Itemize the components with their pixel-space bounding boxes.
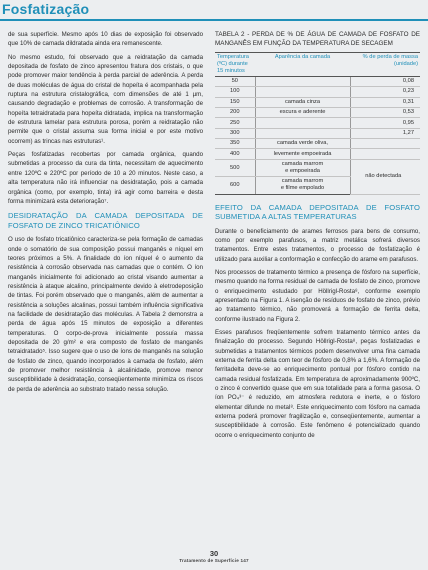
table-cell: 200: [215, 107, 255, 117]
table-cell: 150: [215, 97, 255, 107]
table-cell: 350: [215, 139, 255, 149]
table-cell: camada cinza: [255, 97, 350, 107]
table-cell: 300: [215, 128, 255, 138]
table-header-mass-loss: % de perda de massa (unidade): [350, 52, 420, 76]
table-cell: [255, 118, 350, 128]
table-cell: [255, 128, 350, 138]
paragraph: O uso de fosfato tricatiônico caracteriza-se pela formação de camadas onde o somatório de sua composição possui manganês e níquel em teores próximos a 5%. A finalidade do íon níquel é o aumento da resistência à corrosão observada nas camadas que o contém. O íon manganês inicialmente foi adicionado ao cristal visando aumentar a resistência à ataque alcalino, principalmente devido à eletrodeposição de tintas. Foi porém observado que o manganês, além de aumentar a resistência a soluções alcalinas, possui também influência significativa na facilidade de desidratação das moléculas. A Tabela 2 demonstra a perda de água após 15 minutos de exposição a diferentes temperaturas. O corpo-de-prova inicialmente possuía massa depositada de 20 g/m² e era composto de fosfato de manganês tetraidratado⁵. Isso sugere que o uso de íons de manganês na solução de fosfato de zinco, quando incorporados à camada de fosfato, além de promover melhor resistência à alcalinidade, promove menor susceptibilidade à desidratação, conseqüentemente minimiza os riscos de perda de aderência ao substrato tratado nessa solução.: [8, 236, 203, 393]
section-heading: EFEITO DA CAMADA DEPOSITADA DE FOSFATO SUBMETIDA A ALTAS TEMPERATURAS: [215, 202, 420, 222]
table-row: [215, 159, 420, 176]
table-cell: 600: [215, 177, 255, 194]
table-cell: 100: [215, 87, 255, 97]
publication-name: Tratamento de Superfície 147: [179, 558, 249, 563]
table-header-appearance: Aparência da camada: [255, 52, 350, 76]
left-column: [8, 30, 203, 398]
table-cell: 0,23: [350, 87, 420, 97]
page-number: 30: [209, 549, 219, 558]
table-cell: 250: [215, 118, 255, 128]
table-header-temperature: Temperatura (ºC) durante 15 minutos: [215, 52, 255, 76]
paragraph: Peças fosfatizadas recobertas por camada orgânica, quando submetidas a processo da cura da tinta, necessitam de aquecimento entre 120ºC e 220ºC por período de 10 a 20 minutos. Neste caso, a alta temperatura não irá influenciar na desidratação, pois a camada orgânica (como, por exemplo, tinta) irá agir como barreira e desta forma minimizará esta deterioração⁷.: [8, 151, 203, 205]
table-cell: 0,53: [350, 107, 420, 117]
table-cell: 1,27: [350, 128, 420, 138]
table-cell: [255, 76, 350, 86]
section-title: Fosfatização: [2, 1, 90, 17]
right-column: [215, 30, 420, 444]
table-cell: [350, 139, 420, 149]
table-row: [215, 118, 420, 128]
cell-line: e empoeirada: [285, 168, 320, 174]
table-cell: [350, 149, 420, 159]
table-cell: camada verde oliva,: [255, 139, 350, 149]
table-row: [215, 76, 420, 86]
table-row: [215, 139, 420, 149]
table-cell: 50: [215, 76, 255, 86]
table-cell: 400: [215, 149, 255, 159]
table-cell: 500: [215, 159, 255, 176]
cell-line: e filme empolado: [280, 185, 325, 192]
paragraph: Durante o beneficiamento de arames ferrosos para bens de consumo, como por exemplo parafusos, a matriz metálica sofrerá diversos tratamentos. Entre estes tratamentos, o processo de fosfatização é utilizado para auxiliar a conformação e confecção do arame em parafusos.: [215, 227, 420, 263]
section-heading: DESIDRATAÇÃO DA CAMADA DEPOSITADA DE FOSFATO DE ZINCO TRICATIÔNICO: [8, 211, 203, 230]
table-cell: [255, 87, 350, 97]
table-row: [215, 97, 420, 107]
paragraph: No mesmo estudo, foi observado que a reidratação da camada depositada de fosfato de zinco apresentou fratura dos cristais, o que pode promover maior tendência à perda parcial de aderência. A perda de duas moléculas de água do cristal de hopeíta é acompanhada pela ruptura na estrutura cristalográfica, com dimensões de até 1 µm, causando degradação e problemas de corrosão. A transformação de hopeíta tetraidratada para hopeíta didratada, implica na transformação de estrutura lamelar para estrutura porosa, porém a reidratação não permite que o cristal assuma sua forma inicial e por este motivo ocorrem) as trincas nas estruturas¹.: [8, 53, 203, 145]
table-cell: 0,08: [350, 76, 420, 86]
paragraph: Esses parafusos freqüentemente sofrem tratamento térmico antes da finalização do processo. Segundo Höllrigl-Rosta⁸, peças fosfatizadas e submetidas a tratamentos térmicos podem desenvolver uma fina camada externa de ferrita delta com teor de fósforo de 0,8% a 1,6%. A formação de ferritadelta deve-se ao enriquecimento pontual por fósforo contido na camada residual fosfatizada. Em temperatura de aproximadamente 900ºC, o zinco é convertido quase que em sua totalidade para a forma gasosa. O íon PO₄³⁻ é reduzido, em atmosfera redutora e inerte, e o fósforo elementar difunde no metal⁸. Este enriquecimento com fósforo na camada externa poderá promover fragilização e, conseqüentemente, aumentar a susceptibilidade à corrosão. Este fenômeno é potencializado quando ocorre o enriquecimento conjunto de: [215, 329, 420, 439]
water-loss-table: [215, 52, 420, 195]
table-row: [215, 149, 420, 159]
table-caption: TABELA 2 - PERDA DE % DE ÁGUA DE CAMADA DE FOSFATO DE MANGANÊS EM FUNÇÃO DA TEMPERATURA DE SECAGEM: [215, 31, 420, 48]
cell-line: camada marrom: [281, 161, 324, 167]
table-row: [215, 87, 420, 97]
table-cell: levemente empoeirada: [255, 149, 350, 159]
table-cell: [255, 159, 350, 176]
table-row: [215, 128, 420, 138]
table-cell: [255, 177, 350, 194]
paragraph: Nos processos de tratamento térmico a presença de fósforo na superfície, mesmo quando na forma residual de camada de fosfato de zinco, promove o enriquecimento estudado por Höllrigl-Rosta⁸, conforme exemplo apresentado na Figura 1. A isenção de resíduos de fosfato de zinco, prévio ao tratamento térmico, não promoverá a formação de ferrita delta, conforme ilustrado na Figura 2.: [215, 268, 420, 323]
page-header: [0, 0, 428, 22]
table-cell: escura e aderente: [255, 107, 350, 117]
table-cell: 0,31: [350, 97, 420, 107]
table-cell: 0,95: [350, 118, 420, 128]
table-cell: não detectada: [350, 159, 420, 194]
cell-line: camada marrom: [281, 178, 324, 185]
paragraph: de sua superfície. Mesmo após 10 dias de exposição foi observado que 10% de camada dildratada ainda era remanescente.: [8, 31, 203, 48]
table-row: [215, 107, 420, 117]
header-divider: [0, 19, 428, 21]
